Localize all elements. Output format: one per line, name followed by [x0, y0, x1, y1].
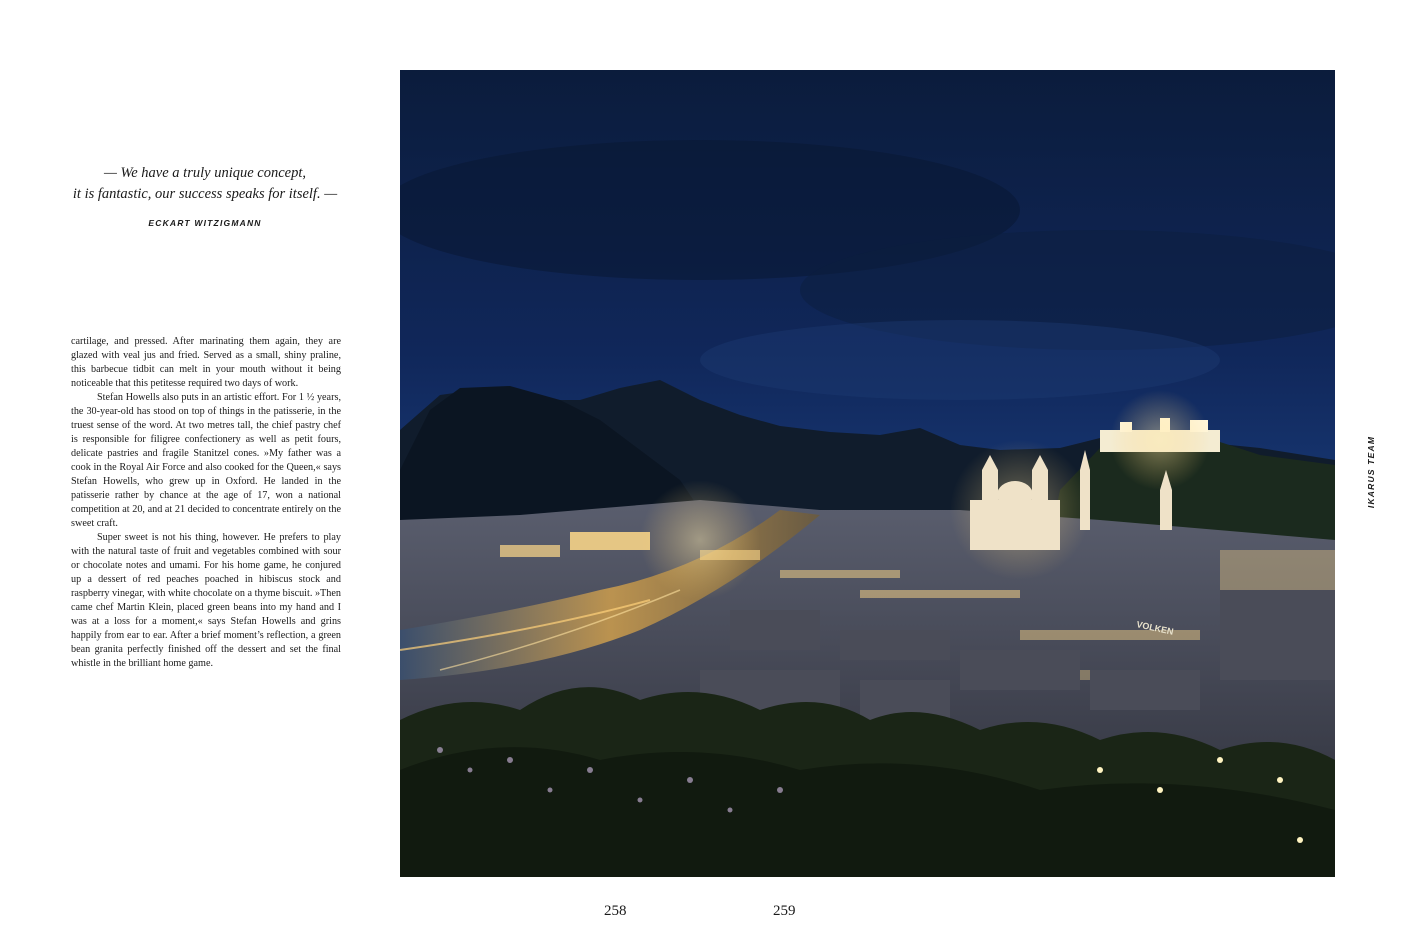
body-text [71, 335, 341, 671]
pull-quote-line-1: — We have a truly unique concept, [103, 165, 306, 181]
salzburg-night-photo [400, 70, 1335, 877]
body-paragraph-1: cartilage, and pressed. After marinating them again, they are glazed with veal jus and fried. Served as a small, shiny praline, this barbecue tidbit can melt in your mouth without it being noticeable that this petitesse required two days of work. [71, 336, 341, 389]
body-paragraph-3: Super sweet is not his thing, however. He prefers to play with the natural taste of fruit and vegetables combined with sour or chocolate notes and umami. For his home game, he conjured up a dessert of red peaches poached in hibiscus stock and raspberry vinegar, with white chocolate on a thyme biscuit. »Then came chef Martin Klein, placed green beans into my hand and I was at a loss for a moment,« says Stefan Howells and grins happily from ear to ear. After a brief moment’s reflection, a green bean granita perfectly finished off the dessert and set the final whistle in the brilliant home game. [71, 532, 341, 669]
photo-credit-text: IKARUS TEAM [1366, 435, 1376, 509]
page-number-left: 258 [604, 903, 627, 919]
pull-quote-line-2: it is fantastic, our success speaks for itself. — [72, 186, 338, 202]
quote-attribution: ECKART WITZIGMANN [148, 218, 262, 228]
building-sign: VOLKEN [1135, 619, 1175, 637]
body-paragraph-2: Stefan Howells also puts in an artistic effort. For 1 ½ years, the 30-year-old has stood on top of things in the patisserie, in the truest sense of the word. At two metres tall, the chief pastry chef is responsible for filigree confectionery as well as petit fours, delicate pastries and fragile Stanitzel cones. »My father was a cook in the Royal Air Force and also cooked for the Queen,« says Stefan Howells, who grew up in Oxford. He landed in the patisserie rather by chance at the age of 17, won a national competition at 20, and at 21 decided to concentrate entirely on the sweet craft. [71, 392, 341, 529]
page-number-right: 259 [773, 903, 796, 919]
pull-quote [40, 163, 370, 205]
